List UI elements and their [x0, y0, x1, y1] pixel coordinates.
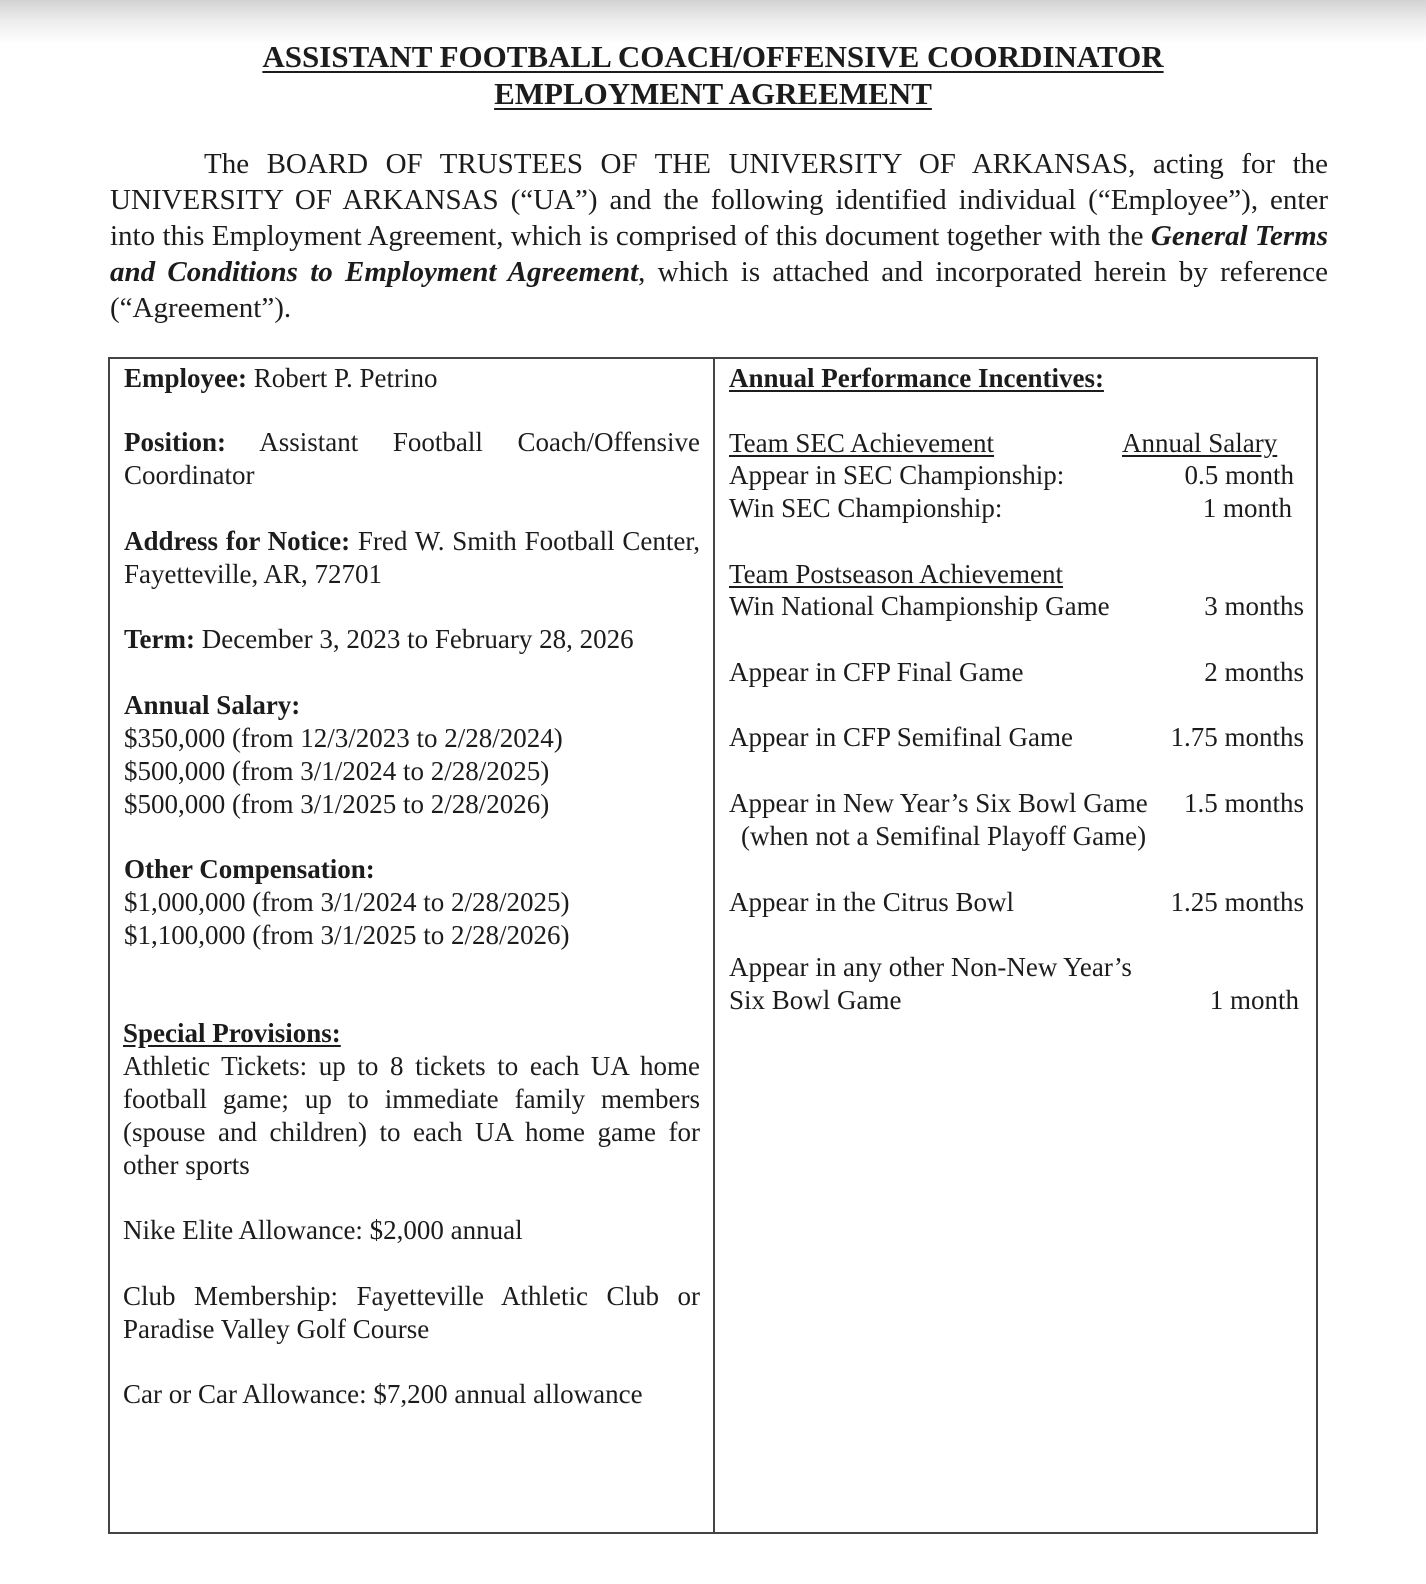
incentive-label: Appear in any other Non-New Year’s: [729, 952, 1132, 982]
document-title: [0, 38, 1426, 112]
position-value: Assistant Football Coach/Offensive Coordinator: [124, 427, 700, 490]
incentive-label: Appear in New Year’s Six Bowl Game: [729, 788, 1148, 818]
club-membership-text: Club Membership: Fayetteville Athletic Club or Paradise Valley Golf Course: [123, 1281, 700, 1344]
term-value: December 3, 2023 to February 28, 2026: [201, 624, 634, 654]
title-line-2: EMPLOYMENT AGREEMENT: [494, 76, 932, 111]
incentive-label-continued: Six Bowl Game: [729, 985, 902, 1015]
employee-row: [124, 362, 438, 395]
other-compensation-label: Other Compensation:: [124, 854, 375, 884]
position-label: Position:: [124, 427, 227, 457]
incentive-value: 1.75 months: [1170, 722, 1304, 752]
incentive-value: 3 months: [1204, 591, 1304, 621]
salary-item: $500,000 (from 3/1/2024 to 2/28/2025): [124, 756, 550, 786]
term-label: Term:: [124, 624, 195, 654]
incentives-heading: Annual Performance Incentives:: [729, 363, 1104, 393]
table-column-divider: [713, 357, 715, 1534]
incentive-label: Win SEC Championship:: [729, 493, 1003, 523]
position-row: [124, 426, 700, 492]
title-line-1: ASSISTANT FOOTBALL COACH/OFFENSIVE COORDINATOR: [262, 39, 1164, 74]
car-allowance-text: Car or Car Allowance: $7,200 annual allowance: [123, 1379, 643, 1409]
incentive-value: 1.5 months: [1183, 788, 1304, 818]
incentive-value: 2 months: [1204, 657, 1304, 687]
intro-paragraph: [110, 146, 1328, 326]
salary-item: $500,000 (from 3/1/2025 to 2/28/2026): [124, 789, 550, 819]
nike-allowance-text: Nike Elite Allowance: $2,000 annual: [123, 1215, 523, 1245]
athletic-tickets-text: Athletic Tickets: up to 8 tickets to each UA home football game; up to immediate family members (spouse and children) to each UA home game for other sports: [123, 1051, 700, 1180]
incentive-value: 0.5 month: [1184, 460, 1294, 490]
address-value: Fred W. Smith Football Center, Fayetteville, AR, 72701: [124, 526, 701, 589]
incentive-label: Appear in CFP Final Game: [729, 657, 1024, 687]
incentive-value: 1 month: [1202, 493, 1292, 523]
incentive-label: Win National Championship Game: [729, 591, 1110, 621]
intro-text-1: The BOARD OF TRUSTEES OF THE UNIVERSITY OF ARKANSAS, acting for the UNIVERSITY OF ARKANSAS (“UA”) and the following identified individual (“Employee”), enter into this Employment Agreement, which is comprised of this document together with the: [110, 148, 1328, 252]
annual-salary-heading: Annual Salary: [1122, 428, 1278, 458]
incentive-note: (when not a Semifinal Playoff Game): [741, 821, 1147, 851]
incentive-label: Appear in CFP Semifinal Game: [729, 722, 1073, 752]
other-compensation-item: $1,000,000 (from 3/1/2024 to 2/28/2025): [124, 887, 570, 917]
salary-label: Annual Salary:: [124, 690, 301, 720]
intro-emphasis: General Terms and Conditions to Employment Agreement: [110, 220, 1328, 288]
incentive-value: 1 month: [1209, 985, 1299, 1015]
special-provisions-label: Special Provisions:: [123, 1018, 341, 1048]
incentive-label: Appear in the Citrus Bowl: [729, 887, 1014, 917]
intro-text-2: , which is attached and incorporated herein by reference (“Agreement”).: [110, 256, 1328, 324]
sec-achievement-heading: Team SEC Achievement: [729, 428, 995, 458]
address-row: [124, 525, 700, 591]
salary-item: $350,000 (from 12/3/2023 to 2/28/2024): [124, 723, 563, 753]
term-row: [124, 623, 634, 656]
incentive-label: Appear in SEC Championship:: [729, 460, 1065, 490]
employee-label: Employee:: [124, 363, 247, 393]
other-compensation-item: $1,100,000 (from 3/1/2025 to 2/28/2026): [124, 920, 570, 950]
employee-value: Robert P. Petrino: [253, 363, 438, 393]
postseason-achievement-heading: Team Postseason Achievement: [729, 559, 1064, 589]
address-label: Address for Notice:: [124, 526, 351, 556]
incentive-value: 1.25 months: [1170, 887, 1304, 917]
